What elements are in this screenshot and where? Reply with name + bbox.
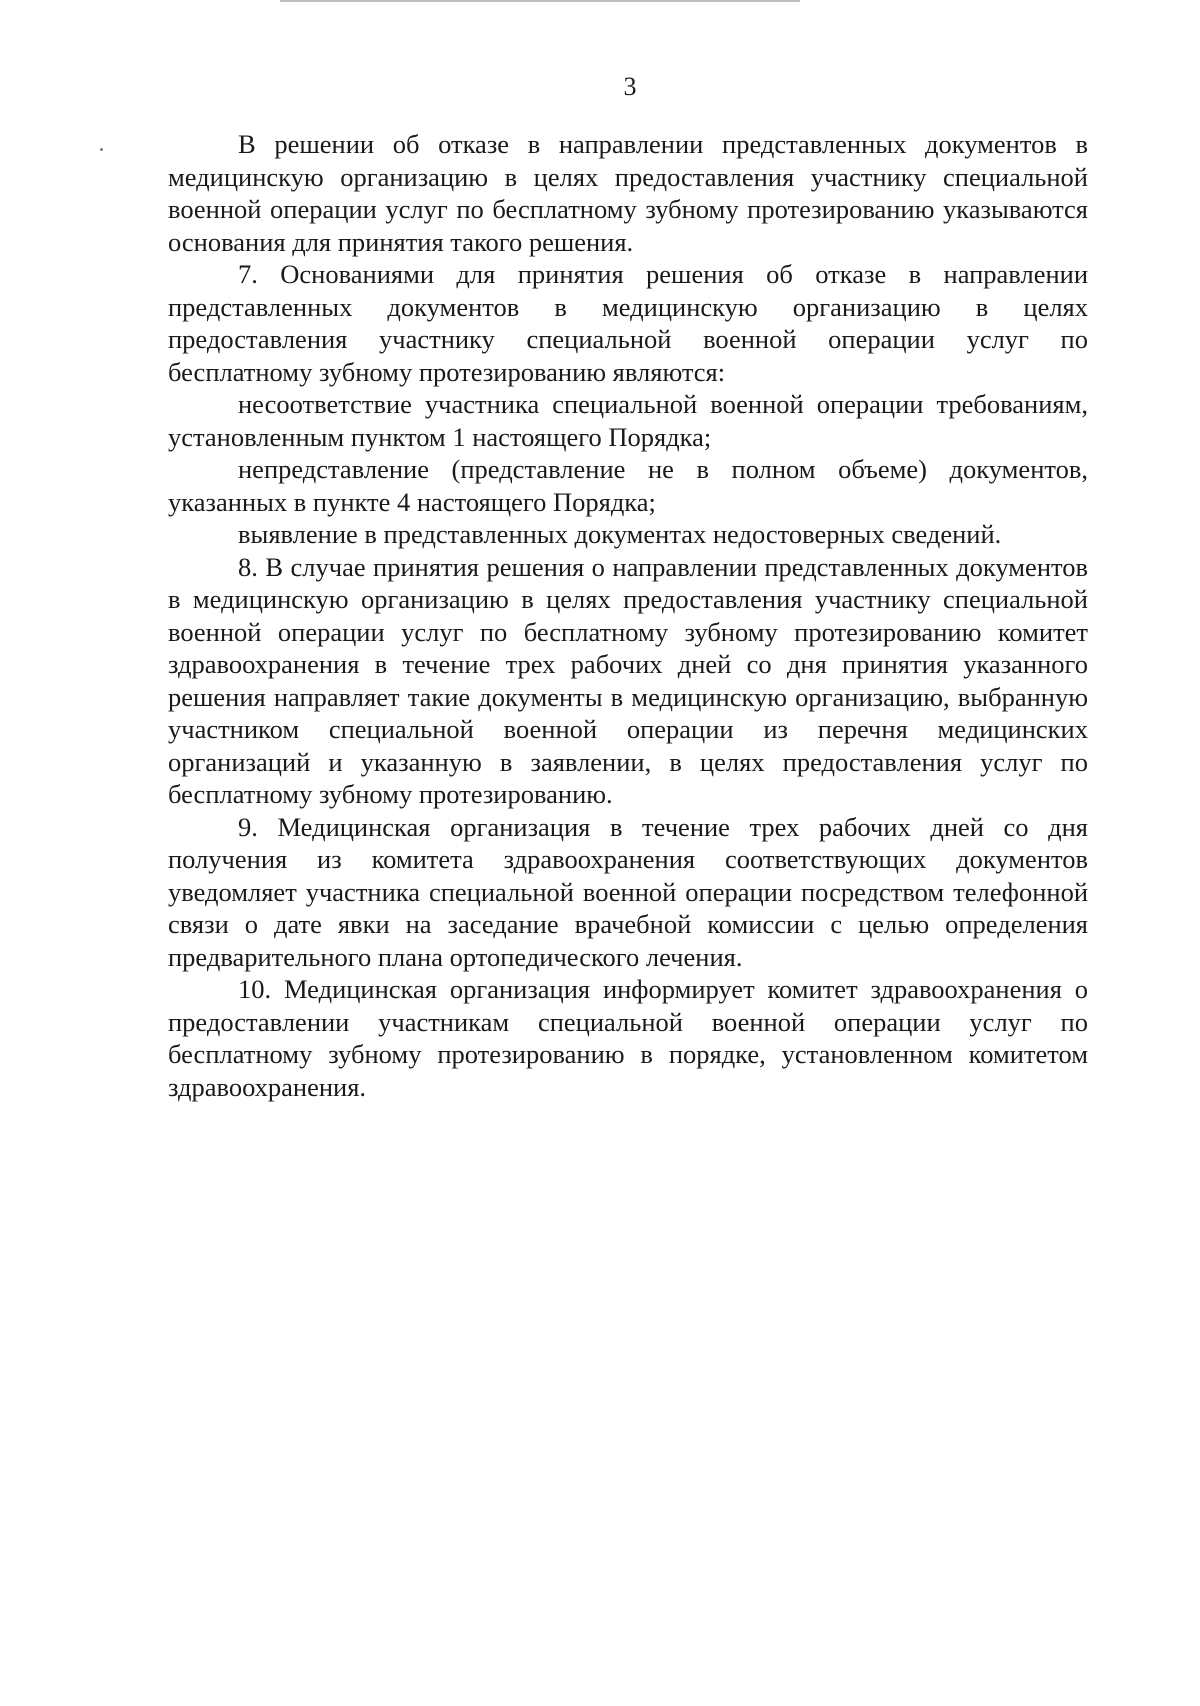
document-body [168,128,1088,1103]
paragraph-7-item-2: непредставление (представление не в полном объеме) документов, указанных в пункте 4 настоящего Порядка; [168,454,1088,517]
paragraph-refusal-reasons: В решении об отказе в направлении представленных документов в медицинскую организацию в целях предоставления участнику специальной военной операции услуг по бесплатному зубному протезированию указываются основания для принятия такого решения. [168,129,1088,257]
paragraph-9: 9. Медицинская организация в течение трех рабочих дней со дня получения из комитета здравоохранения соответствующих документов уведомляет участника специальной военной операции посредством телефонной связи о дате явки на заседание врачебной комиссии с целью определения предварительного плана ортопедического лечения. [168,811,1088,972]
scan-speck [100,148,103,151]
scan-edge-line [280,0,800,2]
paragraph-7-item-3: выявление в представленных документах недостоверных сведений. [238,519,1002,549]
paragraph-7-item-1: несоответствие участника специальной военной операции требованиям, установленным пунктом 1 настоящего Порядка; [168,389,1088,452]
page-number: 3 [623,72,637,101]
paragraph-8: 8. В случае принятия решения о направлении представленных документов в медицинскую организацию в целях предоставления участнику специальной военной операции услуг по бесплатному зубному протезированию комитет здравоохранения в течение трех рабочих дней со дня принятия указанного решения направляет такие документы в медицинскую организацию, выбранную участником специальной военной операции из перечня медицинских организаций и указанную в заявлении, в целях предоставления услуг по бесплатному зубному протезированию. [168,551,1088,809]
paragraph-7: 7. Основаниями для принятия решения об отказе в направлении представленных документов в медицинскую организацию в целях предоставления участнику специальной военной операции услуг по бесплатному зубному протезированию являются: [168,259,1088,387]
paragraph-10: 10. Медицинская организация информирует комитет здравоохранения о предоставлении участникам специальной военной операции услуг по бесплатному зубному протезированию в порядке, установленном комитетом здравоохранения. [168,974,1088,1102]
